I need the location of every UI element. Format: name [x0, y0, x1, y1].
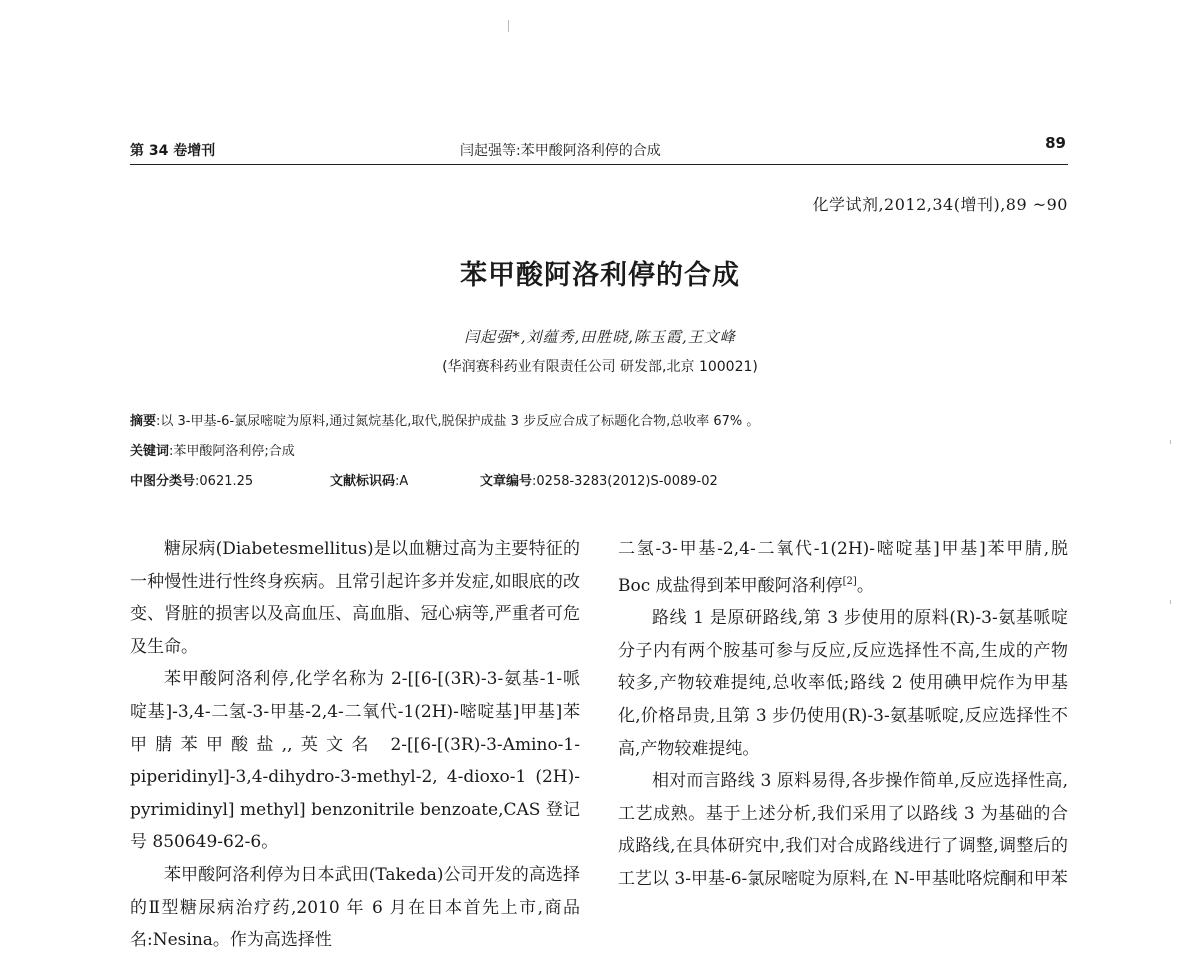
paragraph: 相对而言路线 3 原料易得,各步操作简单,反应选择性高,工艺成熟。基于上述分析,我们采用了以路线 3 为基础的合成路线,在具体研究中,我们对合成路线进行了调整,调整后的工艺以 3-甲基-6-氯尿嘧啶为原料,在 N-甲基吡咯烷酮和甲苯: [618, 771, 1068, 889]
article-number-label: 文章编号: [480, 474, 533, 489]
abstract: [130, 410, 1070, 429]
left-column: [130, 533, 580, 957]
author-list: 闫起强*,刘蕴秀,田胜晓,陈玉霞,王文峰: [464, 328, 736, 346]
abstract-label: 摘要: [130, 414, 157, 429]
paragraph-text: 二氢-3-甲基-2,4-二氧代-1(2H)-嘧啶基]甲基]苯甲腈,脱 Boc 成盐得到苯甲酸阿洛利停: [618, 539, 1068, 596]
keywords-text: :苯甲酸阿洛利停;合成: [169, 444, 295, 459]
classification-line: [130, 470, 1070, 489]
right-column: [618, 533, 1068, 896]
affiliation: (华润赛科药业有限责任公司 研发部,北京 100021): [442, 359, 758, 375]
doc-code-value: :A: [395, 474, 409, 489]
scan-artifact: [508, 20, 509, 32]
citation-line: 化学试剂,2012,34(增刊),89 ~90: [812, 195, 1068, 214]
keywords-label: 关键词: [130, 444, 170, 459]
paragraph-end: 。: [856, 575, 874, 596]
volume-label: 第 34 卷增刊: [130, 143, 216, 159]
paragraph: 糖尿病(Diabetesmellitus)是以血糖过高为主要特征的一种慢性进行性终身疾病。且常引起许多并发症,如眼底的改变、肾脏的损害以及高血压、高血脂、冠心病等,严重者可危及生命。: [130, 539, 580, 657]
page-number: 89: [1045, 134, 1066, 152]
running-header: [130, 134, 1068, 165]
abstract-text: :以 3-甲基-6-氯尿嘧啶为原料,通过氮烷基化,取代,脱保护成盐 3 步反应合成了标题化合物,总收率 67% 。: [156, 414, 760, 429]
paragraph: [618, 533, 1068, 602]
scan-artifact: [1170, 600, 1171, 604]
keywords: [130, 440, 1070, 459]
doc-code-label: 文献标识码: [330, 474, 396, 489]
scan-artifact: [1170, 440, 1171, 444]
running-title: 闫起强等:苯甲酸阿洛利停的合成: [460, 143, 661, 159]
clc-label: 中图分类号: [130, 474, 196, 489]
paragraph: 路线 1 是原研路线,第 3 步使用的原料(R)-3-氨基哌啶分子内有两个胺基可参与反应,反应选择性不高,生成的产物较多,产物较难提纯,总收率低;路线 2 使用碘甲烷作为甲基化,价格昂贵,且第 3 步仍使用(R)-3-氨基哌啶,反应选择性不高,产物较难提纯。: [618, 608, 1068, 759]
article-number-value: :0258-3283(2012)S-0089-02: [532, 474, 718, 489]
reference-marker: [2]: [842, 575, 857, 587]
clc-value: :0621.25: [195, 474, 254, 489]
paragraph: 苯甲酸阿洛利停,化学名称为 2-[[6-[(3R)-3-氨基-1-哌啶基]-3,4-二氢-3-甲基-2,4-二氧代-1(2H)-嘧啶基]甲基]苯甲腈苯甲酸盐,,英文名 2-[[6-[(3R)-3-Amino-1-piperidinyl]-3,4-dihydro-3-methyl-2, 4-dioxo-1 (2H)-pyrimidinyl] methyl] benzonitrile benzoate,CAS 登记号 850649-62-6。: [130, 669, 580, 853]
paragraph: 苯甲酸阿洛利停为日本武田(Takeda)公司开发的高选择的Ⅱ型糖尿病治疗药,2010 年 6 月在日本首先上市,商品名:Nesina。作为高选择性: [130, 864, 580, 951]
article-title: 苯甲酸阿洛利停的合成: [460, 260, 740, 291]
